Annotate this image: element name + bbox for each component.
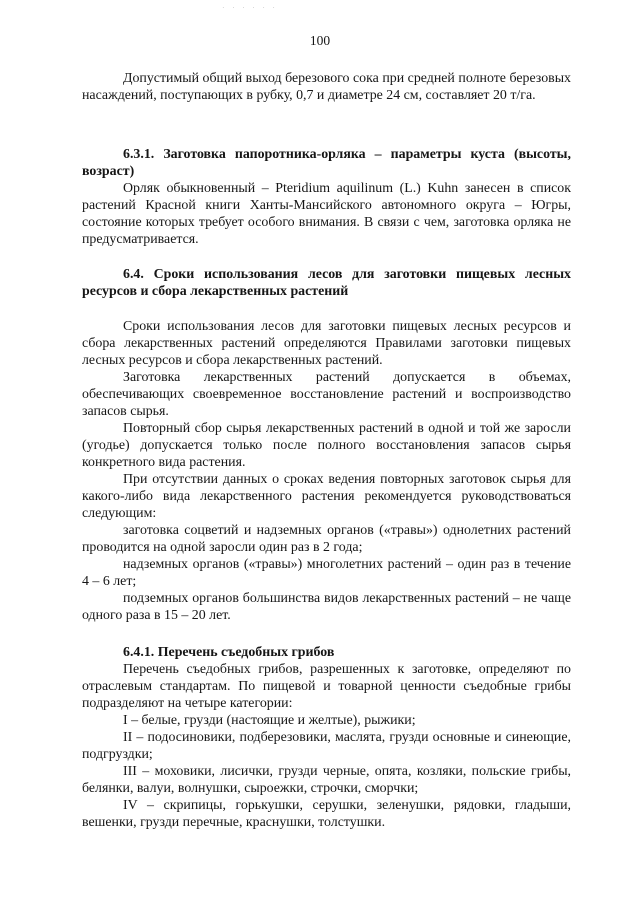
paragraph: Орляк обыкновенный – Pteridium aquilinum (L.) Kuhn занесен в список растений Красной книги Ханты-Мансийского автономного округа – Югры, состояние которых требует особого внимания. В связи с чем, заготовка орляка не предусматривается. bbox=[82, 181, 571, 247]
section-heading: 6.4.1. Перечень съедобных грибов bbox=[123, 645, 335, 660]
paragraph: Заготовка лекарственных растений допускается в объемах, обеспечивающих своевременное восстановление растений и воспроизводство запасов сырья. bbox=[82, 370, 571, 419]
paragraph: Перечень съедобных грибов, разрешенных к заготовке, определяют по отраслевым стандартам. По пищевой и товарной ценности съедобные грибы подразделяют на четыре категории: bbox=[82, 662, 571, 711]
section-6-4 bbox=[82, 266, 571, 300]
section-heading bbox=[82, 146, 571, 180]
page-number: 100 bbox=[309, 33, 331, 48]
intro-block bbox=[82, 70, 571, 104]
paragraph: надземных органов («травы») многолетних растений – один раз в течение 4 – 6 лет; bbox=[82, 557, 571, 589]
intro-paragraph: Допустимый общий выход березового сока при средней полноте березовых насаждений, поступающих в рубку, 0,7 и диаметре 24 см, составляет 20 т/га. bbox=[82, 71, 571, 103]
section-number: 6.3.1. bbox=[123, 147, 155, 162]
section-6-4-1 bbox=[82, 644, 571, 831]
section-title: Заготовка папоротника-орляка – параметры куста (высоты, возраст) bbox=[82, 147, 571, 179]
paragraph: Сроки использования лесов для заготовки пищевых лесных ресурсов и сбора лекарственных растений определяются Правилами заготовки пищевых лесных ресурсов и сбора лекарственных растений. bbox=[82, 319, 571, 368]
paragraph: Повторный сбор сырья лекарственных растений в одной и той же заросли (угодье) допускается только после полного восстановления запасов сырья конкретного вида растения. bbox=[82, 421, 571, 470]
paragraph: При отсутствии данных о сроках ведения повторных заготовок сырья для какого-либо вида лекарственного растения рекомендуется руководствоваться следующим: bbox=[82, 472, 571, 521]
category-item: IV – скрипицы, горькушки, серушки, зеленушки, рядовки, гладыши, вешенки, грузди перечные, краснушки, толстушки. bbox=[82, 798, 571, 830]
section-heading: 6.4. Сроки использования лесов для заготовки пищевых лесных ресурсов и сбора лекарственных растений bbox=[82, 267, 571, 299]
scan-artifact: · · · · · · bbox=[222, 4, 278, 12]
section-6-3-1 bbox=[82, 146, 571, 248]
section-6-4-body bbox=[82, 318, 571, 624]
category-item: II – подосиновики, подберезовики, маслята, грузди основные и синеющие, подгруздки; bbox=[82, 730, 571, 762]
category-item: I – белые, грузди (настоящие и желтые), рыжики; bbox=[123, 713, 416, 728]
category-item: III – моховики, лисички, грузди черные, опята, козляки, польские грибы, белянки, валуи, волнушки, сыроежки, строчки, сморчки; bbox=[82, 764, 571, 796]
paragraph: подземных органов большинства видов лекарственных растений – не чаще одного раза в 15 – 20 лет. bbox=[82, 591, 571, 623]
paragraph: заготовка соцветий и надземных органов («травы») однолетних растений проводится на одной заросли один раз в 2 года; bbox=[82, 523, 571, 555]
